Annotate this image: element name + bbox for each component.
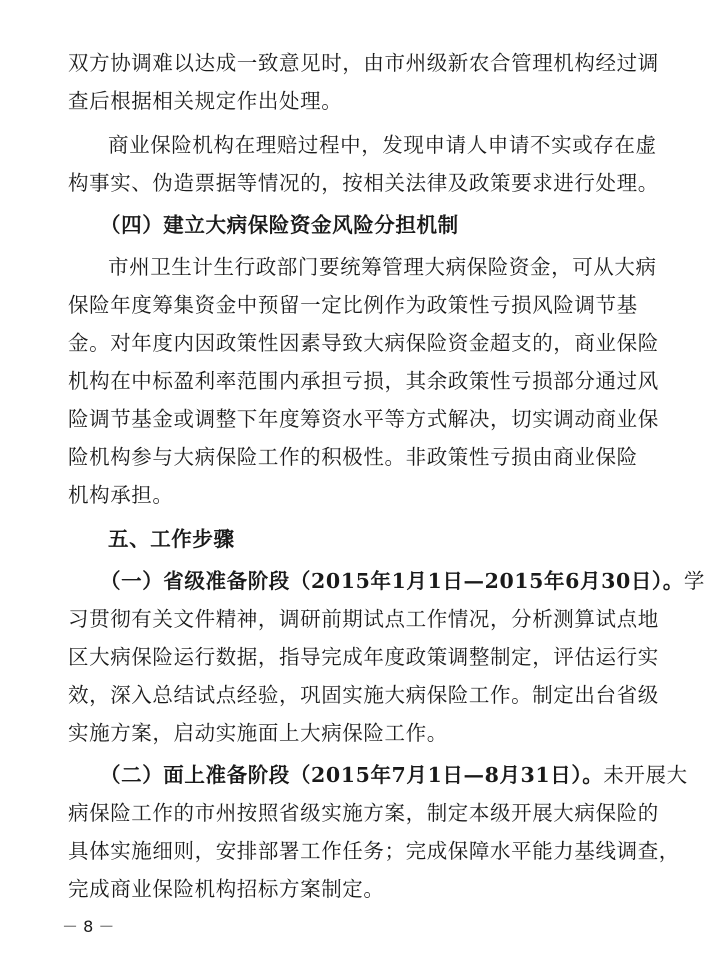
paragraph-line: 具体实施细则，安排部署工作任务；完成保障水平能力基线调查， (68, 839, 680, 863)
paragraph-line: 险机构参与大病保险工作的积极性。非政策性亏损由商业保险 (68, 445, 638, 469)
paragraph-line: 查后根据相关规定作出处理。 (68, 89, 343, 113)
stage-text: 学 (683, 569, 705, 593)
paragraph-line: 构事实、伪造票据等情况的，按相关法律及政策要求进行处理。 (68, 171, 659, 195)
paragraph-line: 机构承担。 (68, 483, 174, 507)
chapter-heading: 五、工作步骤 (108, 527, 235, 551)
paragraph-line: 市州卫生计生行政部门要统筹管理大病保险资金，可从大病 (108, 255, 657, 279)
paragraph-line: 实施方案，启动实施面上大病保险工作。 (68, 721, 448, 745)
stage-heading: （二）面上准备阶段（2015年7月1日—8月31日）。 (100, 763, 604, 787)
paragraph-line: 习贯彻有关文件精神，调研前期试点工作情况，分析测算试点地 (68, 607, 659, 631)
paragraph-line: 险调节基金或调整下年度筹资水平等方式解决，切实调动商业保 (68, 407, 659, 431)
stage-text: 未开展大 (603, 763, 688, 787)
paragraph-line-with-heading (100, 562, 705, 600)
paragraph-line: 商业保险机构在理赔过程中，发现申请人申请不实或存在虚 (108, 133, 657, 157)
paragraph-line-with-heading (100, 756, 688, 794)
section-heading: （四）建立大病保险资金风险分担机制 (100, 213, 459, 237)
page-number: － 8 － (62, 917, 115, 936)
paragraph-line: 效，深入总结试点经验，巩固实施大病保险工作。制定出台省级 (68, 683, 659, 707)
paragraph-line: 保险年度筹集资金中预留一定比例作为政策性亏损风险调节基 (68, 293, 638, 317)
stage-heading: （一）省级准备阶段（2015年1月1日—2015年6月30日）。 (100, 569, 684, 593)
paragraph-line: 区大病保险运行数据，指导完成年度政策调整制定，评估运行实 (68, 645, 659, 669)
paragraph-line: 完成商业保险机构招标方案制定。 (68, 877, 385, 901)
paragraph-line: 机构在中标盈利率范围内承担亏损，其余政策性亏损部分通过风 (68, 369, 659, 393)
paragraph-line: 金。对年度内因政策性因素导致大病保险资金超支的，商业保险 (68, 331, 659, 355)
paragraph-line: 双方协调难以达成一致意见时，由市州级新农合管理机构经过调 (68, 51, 659, 75)
paragraph-line: 病保险工作的市州按照省级实施方案，制定本级开展大病保险的 (68, 801, 659, 825)
